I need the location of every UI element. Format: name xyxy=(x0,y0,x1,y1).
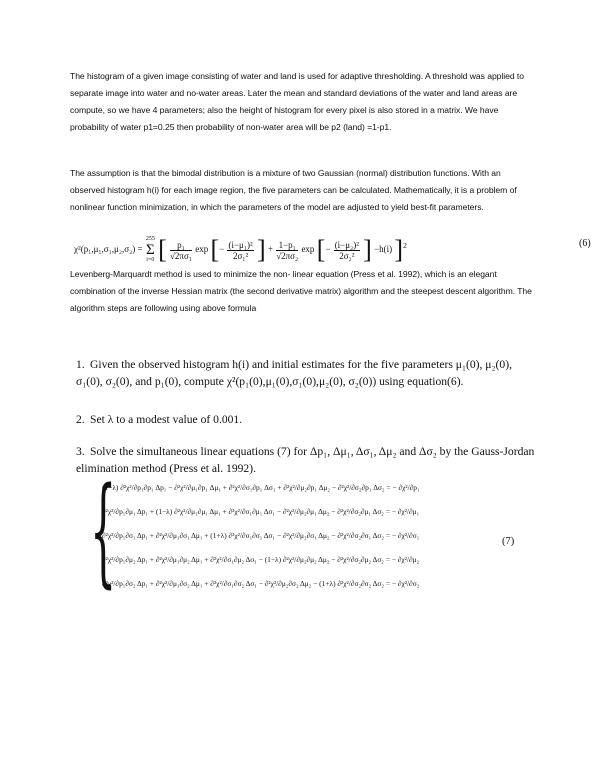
step-1-label: 1. xyxy=(76,358,85,371)
eq6-exp2-denominator: 2σ₂² xyxy=(339,250,355,261)
eq6-exp1-denominator: 2σ₁² xyxy=(232,250,249,261)
eq6-lhs: χ²(p₁,μ₁,σ₁,μ₂,σ₂) = xyxy=(74,244,145,255)
eq6-power: 2 xyxy=(403,241,407,251)
eq6-exp1-numerator: (i−μ₁)² xyxy=(228,239,253,250)
eq6-sum-lower: i=0 xyxy=(146,257,155,263)
paragraph-histogram-intro: The histogram of a given image consisting of water and land is used for adaptive thresholding. A threshold was applied to separate image into water and no-water areas. Later the mean and standard deviations of the water and land areas are compute, so we have 4 parameters; also the height of histogram for every pixel is also stored in a matrix. We have probability of water p1=0.25 then probability of non-water area will be p2 (land) =1-p1. xyxy=(70,71,524,132)
eq6-exp2-numerator: (i−μ₂)² xyxy=(334,239,359,250)
eq6-exp1: exp xyxy=(195,244,209,255)
eq6-exp1-fraction xyxy=(227,240,253,261)
equation-system-7 xyxy=(90,461,538,608)
system-row-1: (1−λ) ∂²χ²/∂p₁∂p₁ Δp₁ − ∂²χ²/∂μ₁∂p₁ Δμ₁ + ∂²χ²/∂σ₁∂p₁ Δσ₁ + ∂²χ²/∂μ₂∂p₁ Δμ₂ − ∂²χ²/∂σ₂∂p₁ Δσ₂ = − ∂χ²/∂p₁ xyxy=(102,483,420,492)
step-1-text: Given the observed histogram h(i) and initial estimates for the five parameters μ₁(0), μ₂(0), σ₁(0), σ₂(0), and p₁(0), compute χ²(p₁(0),μ₁(0),σ₁(0),μ₂(0), σ₂(0)) using equation(6). xyxy=(76,358,512,388)
eq6-term1-numerator: p₁ xyxy=(170,240,192,251)
sigma-symbol: Σ xyxy=(145,242,155,258)
eq6-term2-numerator: 1−p₁ xyxy=(276,240,298,251)
equation-6-body: χ²(p₁,μ₁,σ₁,μ₂,σ₂) = 255 Σ i=0 [ $\frac{\text{p₁}}{\text{√2πσ₁}}$ exp [− $\frac{\text{(i−μ₁)²}}{\text{2σ₁²}}$ ] + $\frac{\text{1−p₁}}{\text{√2πσ₂}}$ exp [− $\frac{\text{(i−μ₂)²}}{\text{2σ₂²}}$ ] −h(i) ]$^2$ xyxy=(74,235,407,264)
step-2-label: 2. xyxy=(76,413,85,426)
system-row-5: ∂²χ²/∂p₁∂σ₂ Δp₁ + ∂²χ²/∂μ₁∂σ₂ Δμ₁ + ∂²χ²/∂σ₁∂σ₂ Δσ₁ − ∂²χ²/∂μ₂∂σ₂ Δμ₂ − (1+λ) ∂²χ²/∂σ₂∂σ₂ Δσ₂ = − ∂χ²/∂σ₂ xyxy=(102,579,420,588)
left-bracket: [ xyxy=(210,235,220,264)
equation-7-number: (7) xyxy=(502,536,515,547)
eq6-exp2-fraction xyxy=(334,240,360,261)
system-row-3: ∂²χ²/∂p₁∂σ₁ Δp₁ + ∂²χ²/∂μ₁∂σ₁ Δμ₁ + (1+λ) ∂²χ²/∂σ₁∂σ₁ Δσ₁ − ∂²χ²/∂μ₂∂σ₁ Δμ₂ − ∂²χ²/∂σ₂∂σ₁ Δσ₂ = − ∂χ²/∂σ₁ xyxy=(102,531,420,540)
eq6-tail: −h(i) xyxy=(374,244,393,255)
right-bracket: ] xyxy=(256,235,266,264)
paragraph-bimodal-assumption: The assumption is that the bimodal distribution is a mixture of two Gaussian (normal) distribution functions. With an observed histogram h(i) for each image region, the five parameters can be calculated. Mathematically, it is a problem of nonlinear function minimization, in which the parameters of the model are adjusted to yield best-fit parameters. xyxy=(70,168,517,212)
system-row-4: ∂²χ²/∂p₁∂μ₂ Δp₁ + ∂²χ²/∂μ₁∂μ₂ Δμ₁ + ∂²χ²/∂σ₁∂μ₂ Δσ₁ − (1−λ) ∂²χ²/∂μ₂∂μ₂ Δμ₂ − ∂²χ²/∂σ₂∂μ₂ Δσ₂ = − ∂χ²/∂μ₂ xyxy=(102,555,420,564)
eq6-plus: + xyxy=(267,244,273,255)
right-bracket: ] xyxy=(394,235,404,264)
right-bracket: ] xyxy=(363,235,372,264)
step-1 xyxy=(76,356,536,390)
step-3 xyxy=(76,443,536,477)
eq6-sum-upper: 255 xyxy=(145,236,155,242)
system-row-2: ∂²χ²/∂p₁∂μ₁ Δp₁ + (1−λ) ∂²χ²/∂μ₁∂μ₁ Δμ₁ + ∂²χ²/∂σ₁∂μ₁ Δσ₁ − ∂²χ²/∂μ₂∂μ₁ Δμ₂ − ∂²χ²/∂σ₂∂μ₁ Δσ₂ = − ∂χ²/∂μ₁ xyxy=(102,507,420,516)
left-bracket: [ xyxy=(158,235,167,264)
eq6-term1-denominator: √2πσ₁ xyxy=(169,250,192,261)
equation-6 xyxy=(74,228,591,268)
step-3-text: Solve the simultaneous linear equations (7) for Δp₁, Δμ₁, Δσ₁, Δμ₂ and Δσ₂ by the Gauss-Jordan elimination method (Press et al. 1992). xyxy=(76,445,535,475)
eq6-term2-fraction xyxy=(276,240,298,261)
left-bracket: [ xyxy=(316,235,326,264)
step-2 xyxy=(76,411,536,428)
eq6-exp2: exp xyxy=(301,244,315,255)
eq6-summation xyxy=(146,236,155,264)
left-brace: { xyxy=(90,461,117,599)
equation-6-number: (6) xyxy=(579,238,591,249)
step-2-text: Set λ to a modest value of 0.001. xyxy=(90,413,243,426)
eq6-term2-denominator: √2πσ₂ xyxy=(276,250,299,261)
paragraph-levenberg-marquardt: Levenberg-Marquardt method is used to minimize the non- linear equation (Press et al. 1992), which is an elegant combination of the inverse Hessian matrix (the second derivative matrix) algorithm and the steepest descent algorithm. The algorithm steps are following using above formula xyxy=(70,269,532,313)
step-3-label: 3. xyxy=(76,445,85,458)
eq6-term1-fraction xyxy=(170,240,192,261)
